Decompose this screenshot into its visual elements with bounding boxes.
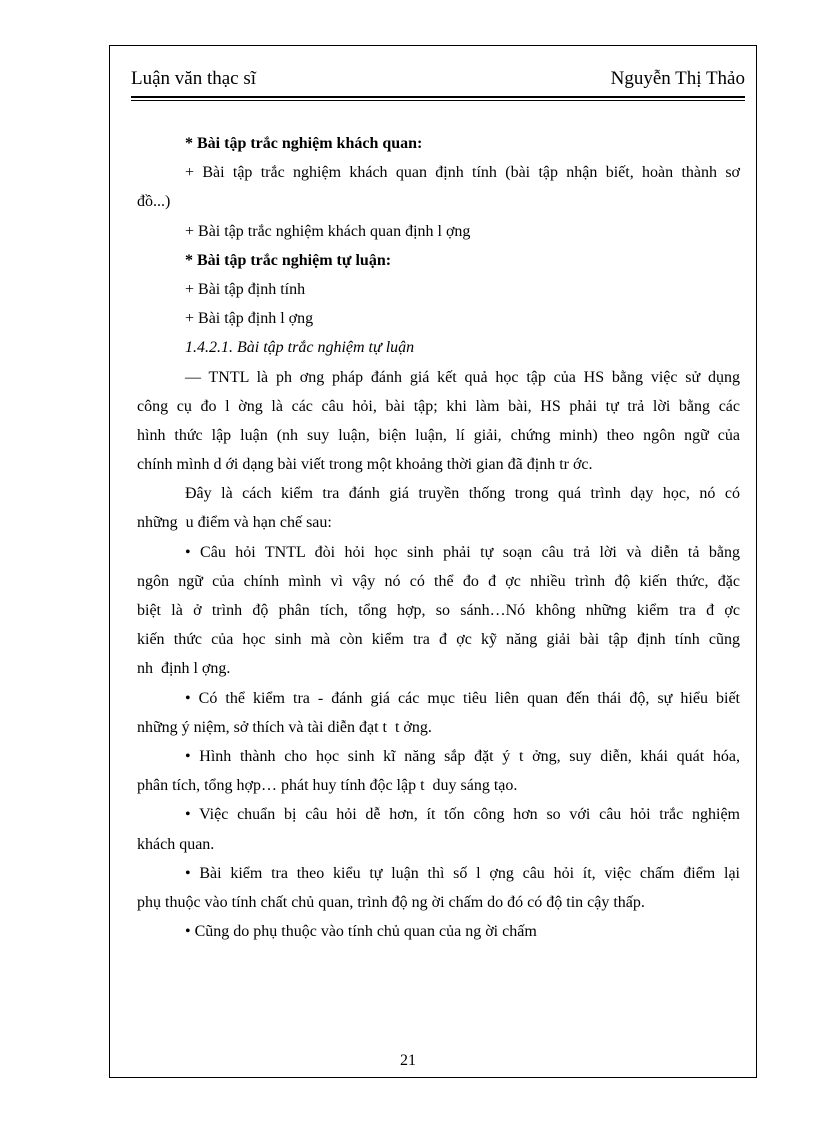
paragraph-line: công cụ đo l ờng là các câu hỏi, bài tập; khi làm bài, HS phải tự trả lời bằng các (137, 397, 740, 415)
paragraph-line: đồ...) (137, 193, 171, 211)
paragraph-line: nh định l ợng. (137, 660, 231, 678)
paragraph-line: khách quan. (137, 835, 215, 853)
paragraph-line: phụ thuộc vào tính chất chủ quan, trình độ ng ời chấm do đó có độ tin cậy thấp. (137, 893, 645, 911)
paragraph-line: + Bài tập trắc nghiệm khách quan định tính (bài tập nhận biết, hoàn thành sơ (185, 164, 740, 182)
bullet-item: • Bài kiểm tra theo kiểu tự luận thì số l ợng câu hỏi ít, việc chấm điểm lại (185, 864, 740, 882)
bullet-item: • Cũng do phụ thuộc vào tính chủ quan của ng ời chấm (185, 923, 537, 941)
paragraph-line: ngôn ngữ của chính mình vì vậy nó có thể đo đ ợc nhiều trình độ kiến thức, đặc (137, 572, 740, 590)
bullet-item: • Có thể kiểm tra - đánh giá các mục tiêu liên quan đến thái độ, sự hiểu biết (185, 689, 740, 707)
paragraph-line: + Bài tập trắc nghiệm khách quan định l ợng (185, 222, 471, 240)
subheading-essay: * Bài tập trắc nghiệm tự luận: (185, 251, 392, 269)
section-heading: 1.4.2.1. Bài tập trắc nghiệm tự luận (185, 339, 415, 357)
header-rule-thin (131, 100, 745, 101)
paragraph-line: hình thức lập luận (nh suy luận, biện luận, lí giải, chứng minh) theo ngôn ngữ của (137, 426, 740, 444)
paragraph-line: + Bài tập định l ợng (185, 310, 314, 328)
paragraph-line: phân tích, tổng hợp… phát huy tính độc lập t duy sáng tạo. (137, 777, 518, 795)
paragraph-line: biệt là ở trình độ phân tích, tổng hợp, so sánh…Nó không những kiểm tra đ ợc (137, 602, 740, 619)
header-rule (131, 96, 745, 98)
bullet-item: • Câu hỏi TNTL đòi hỏi học sinh phải tự soạn câu trả lời và diễn tả bằng (185, 543, 740, 561)
paragraph-line: kiến thức của học sinh mà còn kiểm tra đ ợc kỹ năng giải bài tập định tính cũng (137, 631, 740, 649)
paragraph-line: những ý niệm, sở thích và tài diễn đạt t t ởng. (137, 718, 432, 736)
header-left-title: Luận văn thạc sĩ (131, 68, 257, 89)
paragraph-line: Đây là cách kiểm tra đánh giá truyền thống trong quá trình dạy học, nó có (185, 485, 740, 503)
paragraph-line: những u điểm và hạn chế sau: (137, 514, 332, 532)
page-number: 21 (400, 1052, 416, 1069)
header-author: Nguyễn Thị Thảo (610, 68, 745, 89)
paragraph-line: — TNTL là ph ơng pháp đánh giá kết quả học tập của HS bằng việc sử dụng (185, 368, 740, 386)
subheading-objective: * Bài tập trắc nghiệm khách quan: (185, 135, 423, 152)
paragraph-line: chính mình d ới dạng bài viết trong một khoảng thời gian đã định tr ớc. (137, 456, 593, 474)
body-text (137, 129, 740, 946)
paragraph-line: + Bài tập định tính (185, 280, 306, 298)
bullet-item: • Việc chuẩn bị câu hỏi dễ hơn, ít tốn công hơn so với câu hỏi trắc nghiệm (185, 806, 740, 824)
running-header (131, 68, 745, 90)
bullet-item: • Hình thành cho học sinh kĩ năng sắp đặt ý t ởng, suy diễn, khái quát hóa, (185, 747, 740, 765)
